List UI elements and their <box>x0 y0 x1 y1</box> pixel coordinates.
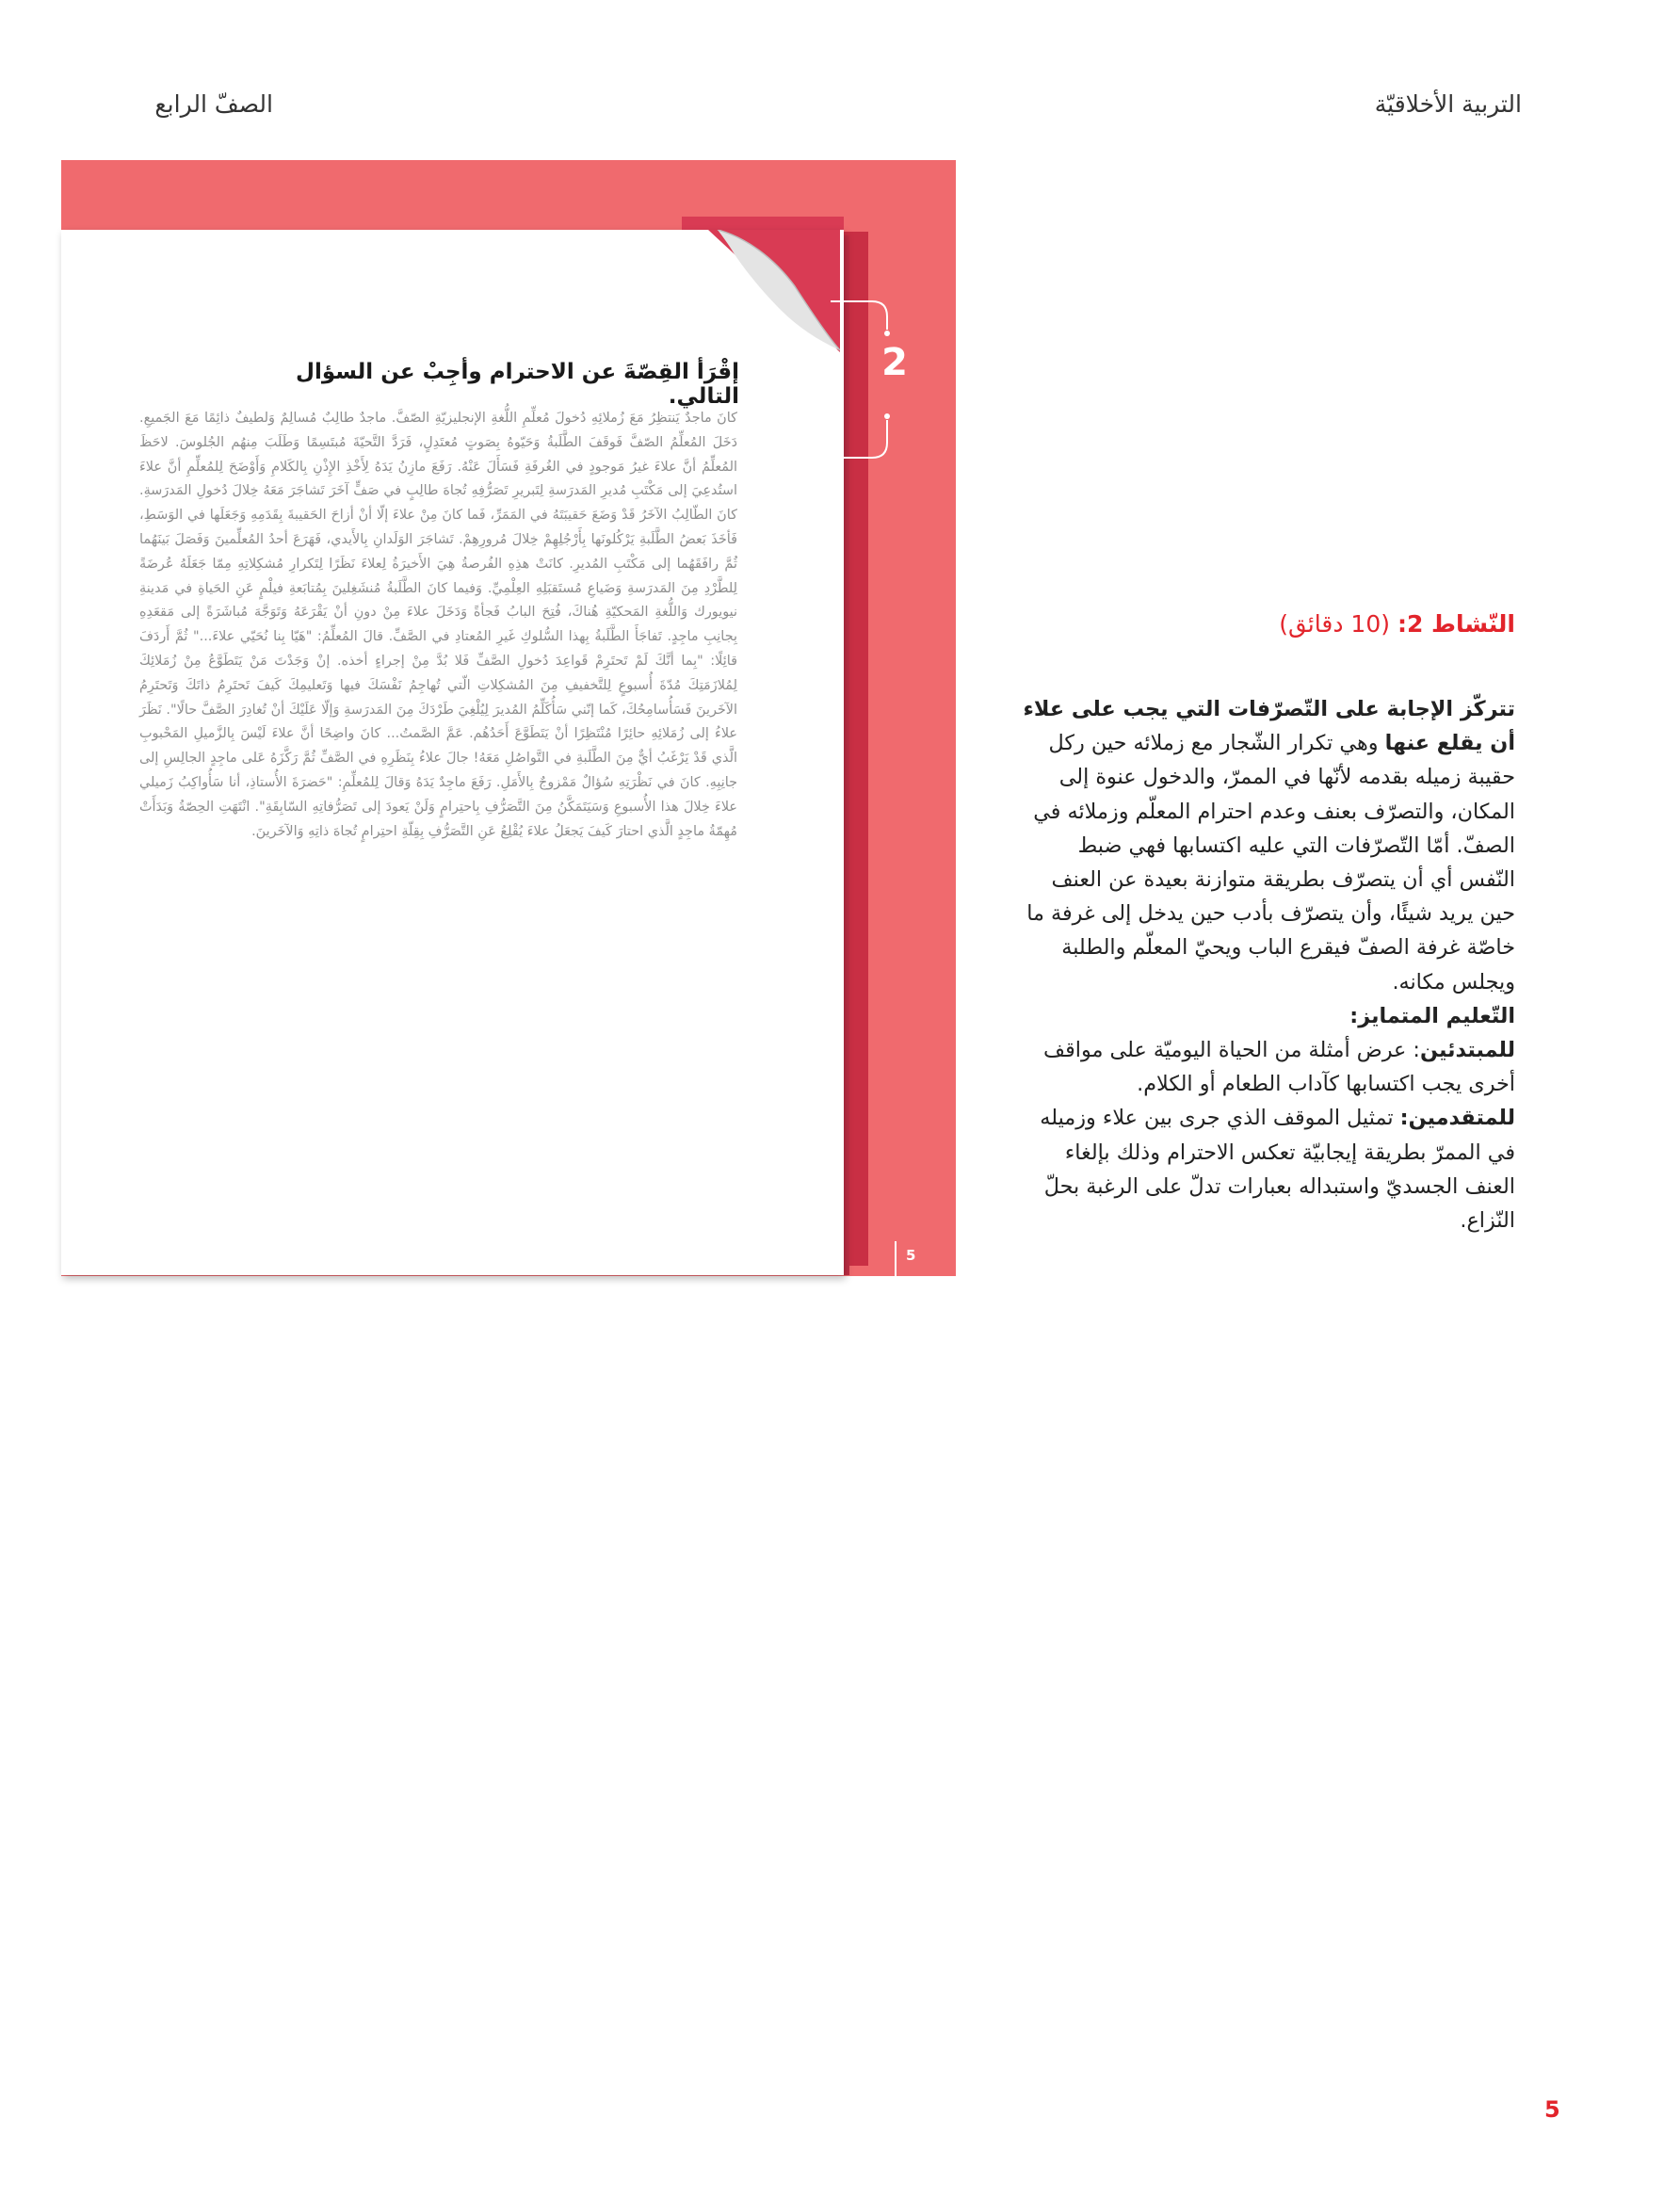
page-curl-icon <box>708 230 840 352</box>
advanced-note <box>1017 1101 1515 1237</box>
activity-heading <box>1205 610 1515 638</box>
beginners-label: للمبتدئين <box>1419 1038 1515 1063</box>
activity-label: النّشاط 2: <box>1397 610 1515 638</box>
grade-title: الصفّ الرابع <box>154 90 273 118</box>
notes-intro-bold: تتركّز الإجابة على التّصرّفات التي يجب على علاء أن يقلع عنها <box>1023 697 1515 756</box>
book-page-number: 5 <box>906 1247 916 1264</box>
story-text: كانَ ماجدٌ يَنتظِرُ مَعَ زُملائِهِ دُخولَ مُعلِّمِ اللُّغةِ الإنجليزيّةِ الصّفَّ. ماجدٌ طالِبٌ مُسالِمٌ وَلطيفٌ ذائِمًا مَعَ الجَميعِ. دَخَلَ المُعلِّمُ الصّفَّ فَوقَفَ الطَّلَبةُ وَحَيّوهُ بِصَوتٍ مُعتَدِلٍ، فَرَدَّ التَّحيّةَ مُبتَسِمًا وَطَلَبَ مِنهُم الجُلوسَ. لاحَظَ المُعلِّمُ أنَّ علاءَ غيرُ مَوجودٍ في الغُرفَةِ فَسَأَلَ عَنْهُ. رَفَعَ مازِنُ يَدَهُ لِأَخْذِ الإِذْنِ بِالكَلامِ وَأَوْضَحَ لِلمُعلِّمِ أنَّ علاءَ استُدعِيَ إلى مَكْتَبِ مُديرِ المَدرَسةِ لِتَبريرِ تَصَرُّفِهِ تُجاهَ طالِبٍ في صَفٍّ آخَرَ تَشاجَرَ مَعَهُ خِلالَ دُخولِ المَدرَسةِ. كانَ الطّالِبُ الآخَرُ قَدْ وَضَعَ حَقيبَتَهُ في المَمَرِّ، فَما كانَ مِنْ علاءَ إلّا أنْ أزاحَ الحَقيبةَ بِقَدَمِهِ وَجَعَلَها في الوَسَطِ، فَأخَذَ بَعضُ الطَّلَبةِ يَرْكُلونَها بِأَرْجُلِهِمْ خِلالَ مُرورِهِمْ. تَشاجَرَ الوَلَدانِ بِالأَيدي، فَهَرَعَ أحدُ المُعلِّمينَ وَفَصَلَ بَينَهُما ثُمَّ رافَقَهُما إلى مَكْتَبِ المُديرِ. كانَتْ هذِهِ الفُرصةُ هِيَ الأَخيرَةُ لِعلاءَ نَظَرًا لِتَكرارِ مُشكِلاتِهِ مِمّا جَعَلَهُ عُرضَةً لِلطَّرْدِ مِنَ المَدرَسةِ وَضَياعِ مُستَقبَلِهِ العِلْمِيِّ. وَفيما كانَ الطَّلَبةُ مُنشَغِلينَ بِمُتابَعةِ فيلْمٍ عَنِ الحَياةِ في مَدينةِ نيويورك وَاللُّغةِ المَحكيّةِ هُناكَ، فُتِحَ البابُ فَجأةً وَدَخَلَ علاءَ مِنْ دونِ أنْ يَقْرَعَهُ وَتَوَجَّهَ مُباشَرَةً إلى مَقعَدِهِ بِجانِبِ ماجِدٍ. تَفاجَأَ الطَّلَبةُ بِهذا السُّلوكِ غَيرِ المُعتادِ في الصَّفِّ. قالَ المُعلِّمُ: "هَيّا بِنا نُحَيّي علاءَ..." ثُمَّ أَردَفَ قائِلًا: "بِما أنَّكَ لَمْ تَحتَرِمْ قَواعِدَ دُخولِ الصَّفِّ فَلا بُدَّ مِنْ إجراءٍ أخذه. إنْ وَجَدْتَ مَنْ يَتَطَوَّعُ مِنْ زُمَلائِكَ لِمُلازَمَتِكَ مُدّةَ أُسبوعٍ لِلتَّخفيفِ مِنَ المُشكِلاتِ الّتي تُهاجِمُ نَفْسَكَ فيها وَتَعليمِكَ كَيفَ تَحتَرِمُ ذاتَكَ وَتَحتَرِمُ الآخَرينَ فَسَأُسامِحُكَ، كَما إنّني سَأُكَلِّمُ المُديرَ لِيُلْغِيَ طَرْدَكَ مِنَ المَدرَسةِ وَإلّا عَلَيْكَ أنْ تُغادِرَ الصَّفَّ حالًا". نَظَرَ علاءُ إلى زُمَلائِهِ حائِرًا مُنْتَظِرًا أنْ يَتَطَوَّعَ أَحَدُهُم. عَمَّ الصَّمتُ... كانَ واضِحًا أنَّ علاءَ لَيْسَ بِالزَّميلِ المَحْبوبِ الَّذي قَدْ يَرْغَبُ أيٌّ مِنَ الطَّلَبةِ في التَّواصُلِ مَعَهُ! جالَ علاءُ بِنَظَرِهِ في الصَّفِّ ثُمَّ رَكَّزَهُ عَلى ماجِدٍ الجالِسِ إلى جانِبِهِ. كانَ في نَظْرَتِهِ سُؤالٌ مَمْزوجٌ بِالأَمَلِ. رَفَعَ ماجِدٌ يَدَهُ وَقالَ لِلمُعلِّمِ: "حَضرَةَ الأُستاذِ، أنا سَأُواكِبُ زَميلي علاءَ خِلالَ هذا الأُسبوعِ وَسَيَتَمَكَّنُ مِنَ التَّصَرُّفِ بِاحتِرامٍ وَلَنْ يَعودَ إلى تَصَرُّفاتِهِ السّابِقَةِ". انْتَهَتِ الحِصّةُ وَبَدَأَتْ مُهِمّةُ ماجِدٍ الَّذي احتارَ كَيفَ يَجعَلُ علاءَ يُقْلِعُ عَنِ التَّصَرُّفِ بِقِلّةِ احتِرامٍ تُجاهَ ذاتِهِ وَالآخَرينَ. <box>139 411 737 839</box>
teacher-notes <box>1017 692 1515 1237</box>
page-number: 5 <box>1544 2096 1560 2123</box>
differentiated-heading: التّعليم المتمايز: <box>1349 1003 1515 1028</box>
notes-intro-text: وهي تكرار الشّجار مع زملائه حين ركل حقيبة زميله بقدمه لأنّها في الممرّ، والدخول عنوة إلى المكان، والتصرّف بعنف وعدم احترام المعلّم وزملائه في الصفّ. أمّا التّصرّفات التي عليه اكتسابها فهي ضبط النّفس أي أن يتصرّف بطريقة متوازنة بعيدة عن العنف حين يريد شيئًا، وأن يتصرّف بأدب حين يدخل إلى غرفة ما خاصّة غرفة الصفّ فيقرع الباب ويحيّ المعلّم والطلبة ويجلس مكانه. <box>1026 731 1515 994</box>
story-instruction: إقْرَأ القِصّةَ عن الاحترام وأجِبْ عن السؤال التالي. <box>296 360 739 409</box>
activity-number: 2 <box>881 341 908 384</box>
notes-intro <box>1017 692 1515 999</box>
advanced-text: تمثيل الموقف الذي جرى بين علاء وزميله في الممرّ بطريقة إيجابيّة تعكس الاحترام وذلك بإلغاء العنف الجسديّ واستبداله بعبارات تدلّ على الرغبة بحلّ النّزاع. <box>1040 1106 1515 1234</box>
page-number-divider <box>895 1241 897 1277</box>
subject-title: التربية الأخلاقيّة <box>1374 90 1522 118</box>
advanced-label: للمتقدمين: <box>1399 1106 1515 1131</box>
beginners-text: : عرض أمثلة من الحياة اليوميّة على مواقف أخرى يجب اكتسابها كآداب الطعام أو الكلام. <box>1043 1038 1515 1097</box>
beginners-note <box>1017 1033 1515 1101</box>
activity-duration: (10 دقائق) <box>1279 610 1397 638</box>
